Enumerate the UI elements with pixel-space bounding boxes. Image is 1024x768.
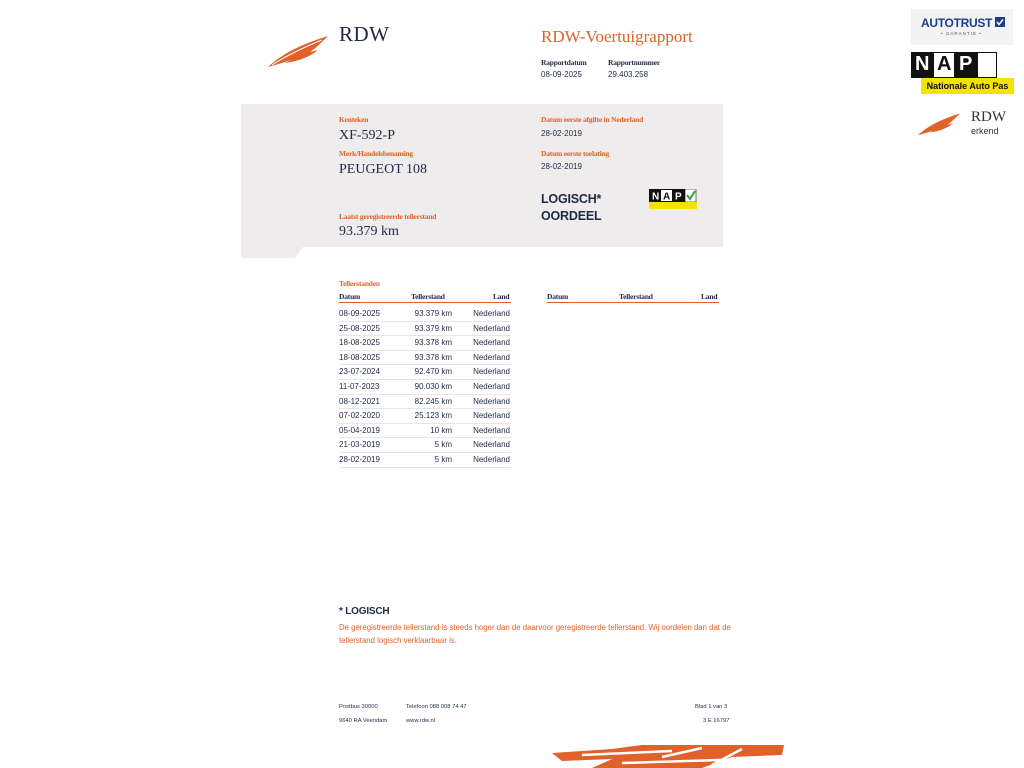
table-row: 18-08-2025 93.378 km Nederland (339, 350, 511, 366)
report-date-label: Rapportdatum (541, 58, 587, 67)
nap-badge (911, 52, 1014, 94)
vehicle-summary-panel (241, 104, 723, 247)
make-value: PEUGEOT 108 (339, 162, 428, 177)
footer-address: 9640 RA Veendam (339, 718, 388, 724)
table-row: 25-08-2025 93.379 km Nederland (339, 321, 511, 337)
col-header-country-2: Land (701, 292, 718, 301)
odometer-verdict (541, 191, 601, 225)
col-header-country: Land (493, 292, 510, 301)
footer-postbus: Postbus 30000 (339, 704, 378, 710)
autotrust-name: AUTOTRUST (921, 16, 993, 30)
footnote-text: De geregistreerde tellerstand is steeds hoger dan de daarvoor geregistreerde tellerstand. Wij oordelen dan dat de tellerstand logisch verklaarbaar is. (339, 623, 731, 645)
nap-caption: Nationale Auto Pas (921, 78, 1014, 94)
first-admission-value: 28-02-2019 (541, 162, 582, 171)
autotrust-sub: • GARANTIE • (941, 31, 982, 36)
svg-text:P: P (675, 191, 682, 203)
first-issue-nl-label: Datum eerste afgifte in Nederland (541, 115, 644, 124)
verdict-line-1: LOGISCH* (541, 192, 602, 206)
table-row: 11-07-2023 90.030 km Nederland (339, 379, 511, 395)
table-header-rule (339, 302, 511, 303)
table-row: 08-12-2021 82.245 km Nederland (339, 394, 511, 410)
col-header-date-2: Datum (547, 292, 569, 301)
rdw-erkend-badge (913, 108, 1013, 140)
col-header-odometer: Tellerstand (411, 292, 445, 301)
table-header-rule-2 (547, 302, 719, 303)
table-row: 21-03-2019 5 km Nederland (339, 437, 511, 453)
footnote-title: * LOGISCH (339, 606, 390, 617)
panel-tab-shape (241, 247, 303, 258)
report-date: 08-09-2025 (541, 70, 582, 79)
rdw-erkend-sub: erkend (971, 126, 999, 136)
footer-page-number: Blad 1 van 3 (695, 704, 728, 710)
table-row: 18-08-2025 93.378 km Nederland (339, 335, 511, 351)
footer-phone: Telefoon 088 008 74 47 (406, 704, 467, 710)
first-issue-nl-value: 28-02-2019 (541, 129, 582, 138)
brand-name: RDW (339, 22, 390, 46)
table-row: 08-09-2025 93.379 km Nederland (339, 306, 511, 322)
nap-check-icon (649, 189, 697, 209)
report-title: RDW-Voertuigrapport (541, 27, 693, 46)
svg-text:A: A (663, 191, 671, 203)
rdw-feather-small-icon (913, 112, 965, 136)
table-row: 23-07-2024 92.470 km Nederland (339, 364, 511, 380)
checkbox-check-icon (995, 17, 1005, 27)
make-label: Merk/Handelsbenaming (339, 149, 413, 158)
rdw-erkend-name: RDW (971, 109, 1006, 125)
footer-website-link[interactable]: www.rdw.nl (406, 718, 435, 724)
table-row: 05-04-2019 10 km Nederland (339, 423, 511, 439)
last-odometer-value: 93.379 km (339, 224, 399, 239)
nap-letter-p: P (959, 53, 973, 75)
col-header-date: Datum (339, 292, 361, 301)
rdw-feather-logo (266, 34, 330, 68)
report-number-label: Rapportnummer (608, 58, 660, 67)
footer-code: 3 E 16797 (703, 718, 730, 724)
decorative-stripes-graphic (552, 745, 784, 768)
first-admission-label: Datum eerste toelating (541, 149, 610, 158)
report-number: 29.403.258 (608, 70, 649, 79)
verdict-line-2: OORDEEL (541, 209, 602, 223)
odometer-table-title: Tellerstanden (339, 279, 380, 288)
col-header-odometer-2: Tellerstand (619, 292, 653, 301)
table-row: 28-02-2019 5 km Nederland (339, 452, 511, 468)
svg-text:N: N (652, 191, 660, 203)
plate-label: Kenteken (339, 115, 369, 124)
table-row: 07-02-2020 25.123 km Nederland (339, 408, 511, 424)
nap-letter-n: N (915, 53, 930, 75)
last-odometer-label: Laatst geregistreerde tellerstand (339, 212, 437, 221)
autotrust-badge (911, 9, 1013, 45)
nap-letter-a: A (937, 53, 952, 75)
plate-value: XF-592-P (339, 128, 396, 143)
